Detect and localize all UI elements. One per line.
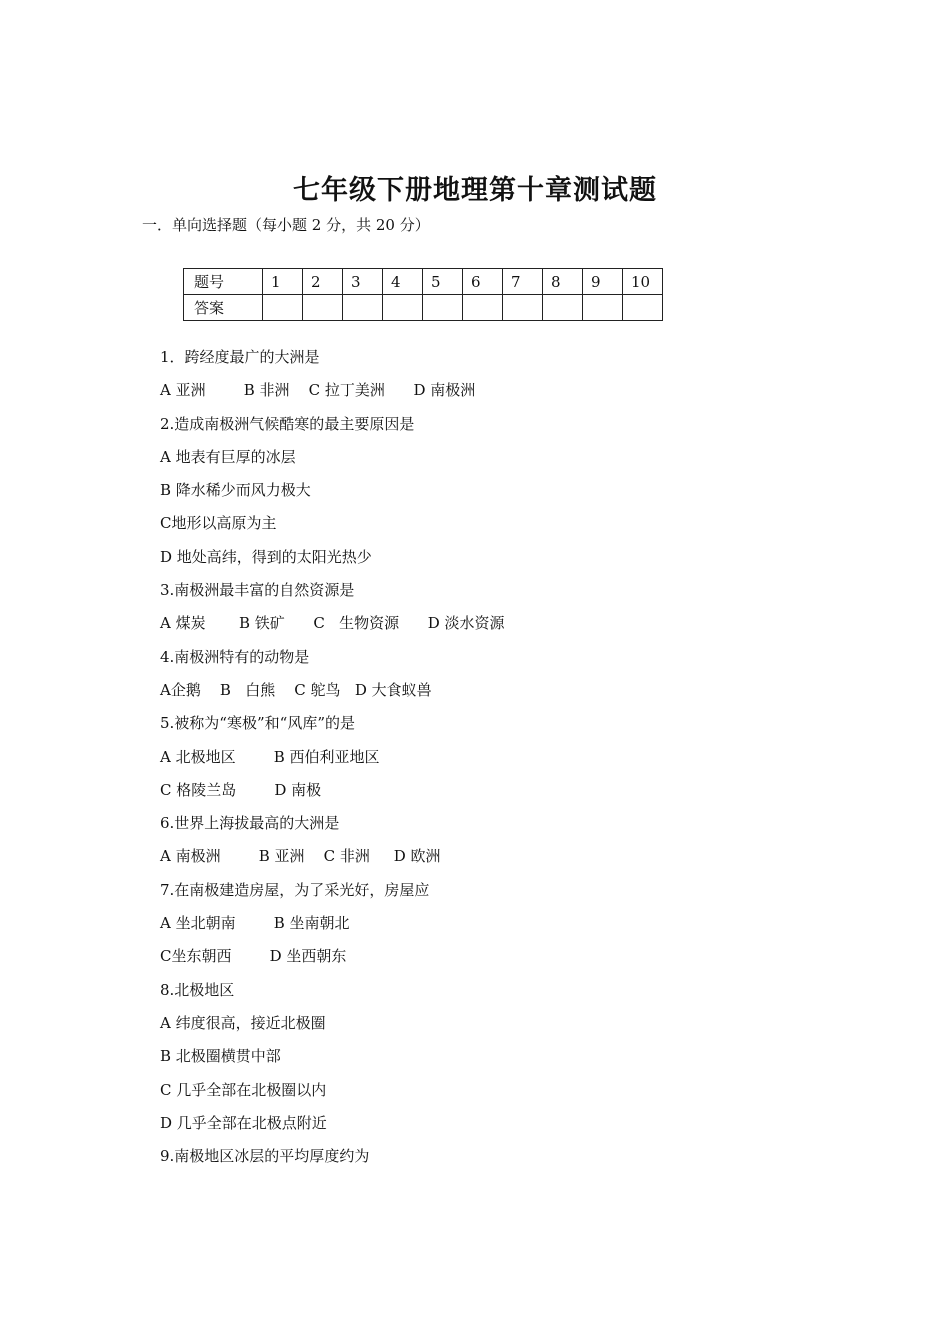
question-8-option-a: A 纬度很高，接近北极圈 [160, 1013, 326, 1032]
question-number-label: 题号 [184, 269, 263, 295]
answer-cell[interactable] [623, 295, 663, 321]
question-number-cell: 2 [303, 269, 343, 295]
question-number-cell: 6 [463, 269, 503, 295]
answer-table-answer-row [184, 295, 663, 321]
question-number-cell: 3 [343, 269, 383, 295]
question-4-stem: 4.南极洲特有的动物是 [160, 647, 310, 666]
question-7-stem: 7.在南极建造房屋，为了采光好，房屋应 [160, 880, 430, 899]
question-5-stem: 5.被称为“寒极”和“风库”的是 [160, 714, 355, 733]
answer-table [183, 268, 663, 321]
answer-table-header-row [184, 269, 663, 295]
question-8-option-b: B 北极圈横贯中部 [160, 1047, 281, 1066]
question-number-cell: 10 [623, 269, 663, 295]
question-number-cell: 1 [263, 269, 303, 295]
question-number-cell: 4 [383, 269, 423, 295]
question-2-stem: 2.造成南极洲气候酷寒的最主要原因是 [160, 414, 415, 433]
question-3-options: A 煤炭 B 铁矿 C 生物资源 D 淡水资源 [160, 614, 505, 633]
answer-cell[interactable] [263, 295, 303, 321]
question-number-cell: 7 [503, 269, 543, 295]
question-5-options-ab: A 北极地区 B 西伯利亚地区 [160, 747, 380, 766]
answer-cell[interactable] [583, 295, 623, 321]
answer-cell[interactable] [503, 295, 543, 321]
question-2-option-c: C地形以高原为主 [160, 514, 277, 533]
question-2-option-b: B 降水稀少而风力极大 [160, 481, 311, 500]
answer-cell[interactable] [383, 295, 423, 321]
question-list [160, 341, 860, 1173]
question-1-stem: 1．跨经度最广的大洲是 [160, 348, 320, 366]
question-5-options-cd: C 格陵兰岛 D 南极 [160, 780, 322, 799]
question-2-option-d: D 地处高纬，得到的太阳光热少 [160, 547, 372, 566]
question-9-stem: 9.南极地区冰层的平均厚度约为 [160, 1147, 370, 1166]
question-number-cell: 5 [423, 269, 463, 295]
answer-cell[interactable] [303, 295, 343, 321]
question-2-option-a: A 地表有巨厚的冰层 [160, 447, 296, 466]
answer-cell[interactable] [423, 295, 463, 321]
question-6-options: A 南极洲 B 亚洲 C 非洲 D 欧洲 [160, 847, 441, 866]
question-6-stem: 6.世界上海拔最高的大洲是 [160, 814, 340, 833]
question-7-options-cd: C坐东朝西 D 坐西朝东 [160, 947, 347, 966]
question-8-stem: 8.北极地区 [160, 980, 235, 999]
answer-cell[interactable] [543, 295, 583, 321]
question-8-option-c: C 几乎全部在北极圈以内 [160, 1080, 327, 1099]
answer-cell[interactable] [343, 295, 383, 321]
section-heading: 一．单向选择题（每小题 2 分，共 20 分） [142, 216, 430, 234]
question-number-cell: 8 [543, 269, 583, 295]
question-4-options: A企鹅 B 白熊 C 鸵鸟 D 大食蚁兽 [160, 680, 432, 699]
answer-label: 答案 [184, 295, 263, 321]
question-number-cell: 9 [583, 269, 623, 295]
question-7-options-ab: A 坐北朝南 B 坐南朝北 [160, 914, 350, 933]
page-title: 七年级下册地理第十章测试题 [293, 175, 657, 206]
question-1-options: A 亚洲 B 非洲 C 拉丁美洲 D 南极洲 [160, 381, 476, 400]
answer-cell[interactable] [463, 295, 503, 321]
question-8-option-d: D 几乎全部在北极点附近 [160, 1113, 327, 1132]
question-3-stem: 3.南极洲最丰富的自然资源是 [160, 581, 355, 600]
